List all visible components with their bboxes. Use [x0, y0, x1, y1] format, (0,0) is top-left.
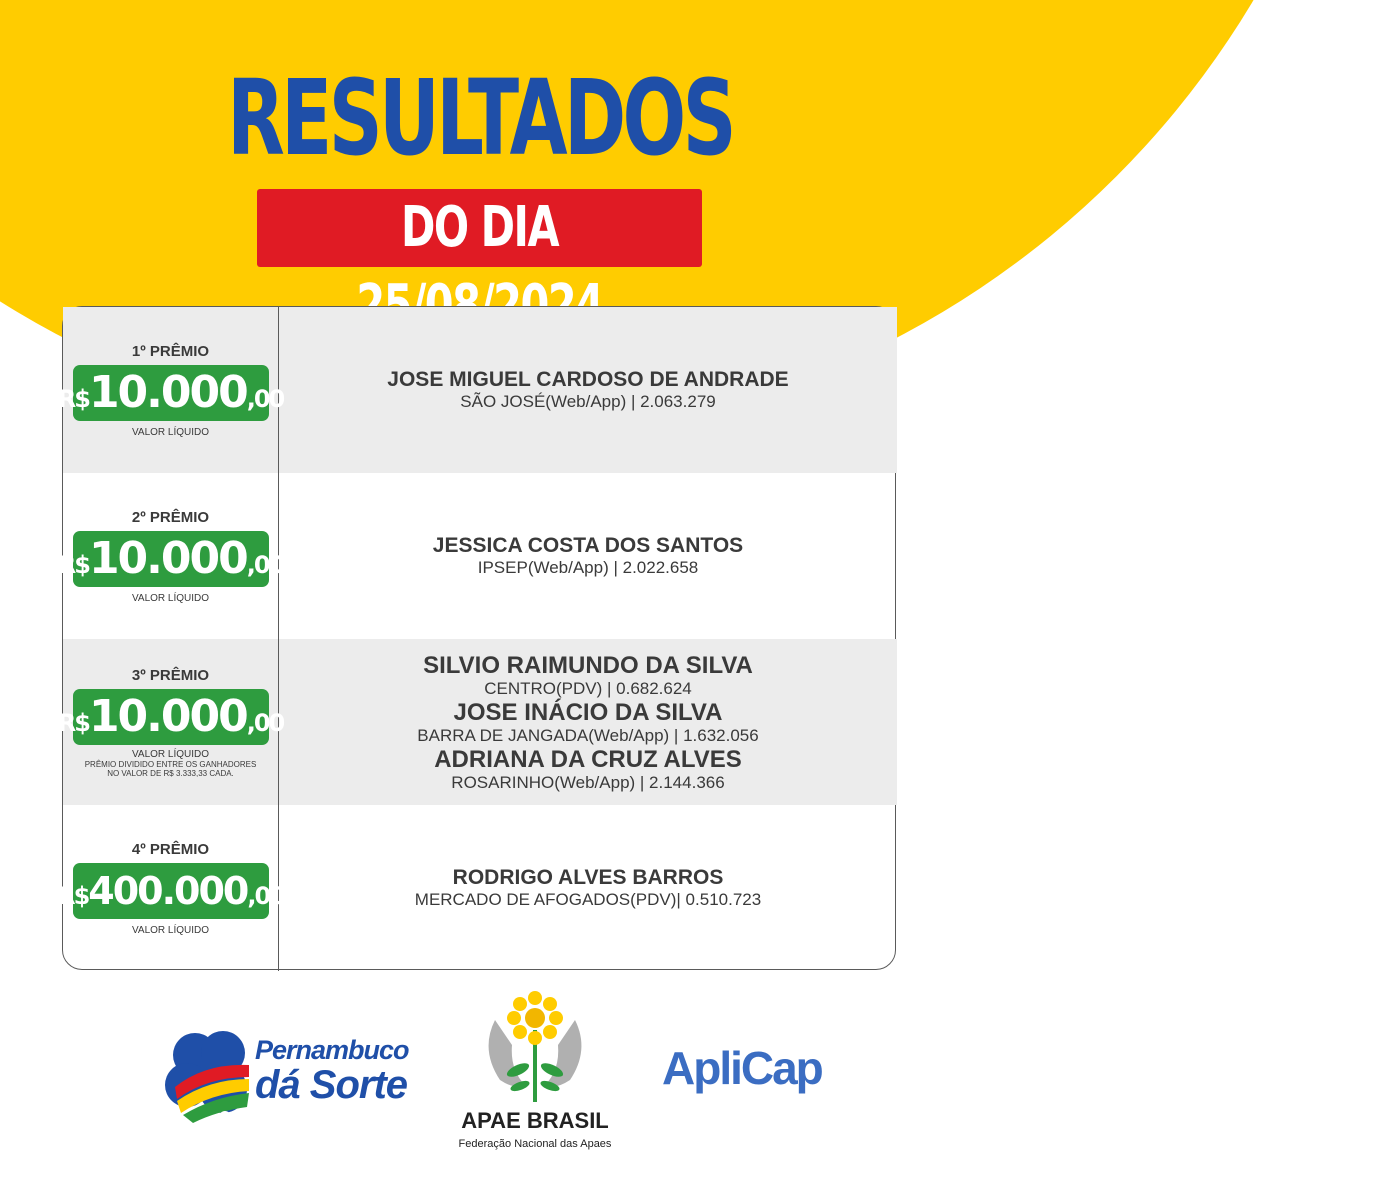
prize-row-3: [57, 639, 897, 805]
winner-name: RODRIGO ALVES BARROS: [452, 866, 724, 889]
prize-row-4: [57, 805, 897, 971]
currency-symbol: R$: [57, 881, 89, 910]
apae-subtitle: Federação Nacional das Apaes: [458, 1138, 612, 1150]
net-value-label: VALOR LÍQUIDO: [131, 426, 210, 438]
winners-cell: [279, 639, 897, 805]
amount-integer: 10.000: [88, 366, 247, 418]
prize-cell: [57, 307, 284, 473]
sponsor-logos: [0, 985, 960, 1185]
winners-cell: [279, 307, 897, 473]
prize-label: 4º PRÊMIO: [131, 840, 210, 858]
winner-detail: IPSEP(Web/App) | 2.022.658: [477, 558, 699, 577]
winner-detail: BARRA DE JANGADA(Web/App) | 1.632.056: [417, 725, 759, 745]
currency-symbol: R$: [57, 550, 89, 579]
flower-hands-icon: [440, 990, 630, 1108]
winner-name: ADRIANA DA CRUZ ALVES: [434, 745, 742, 773]
results-table: [57, 306, 896, 970]
winners-cell: [279, 473, 897, 639]
winner-name: JOSE MIGUEL CARDOSO DE ANDRADE: [387, 368, 789, 391]
winner-detail: MERCADO DE AFOGADOS(PDV)| 0.510.723: [414, 890, 762, 909]
page-title: RESULTADOS: [227, 57, 733, 179]
winner-detail: CENTRO(PDV) | 0.682.624: [484, 678, 692, 698]
prize-label: 2º PRÊMIO: [131, 508, 210, 526]
clover-icon: [165, 1027, 255, 1127]
prize-cell: [57, 805, 284, 971]
amount-integer: 10.000: [88, 690, 247, 742]
amount-cents: ,00: [246, 550, 284, 579]
prize-row-2: [57, 473, 897, 639]
winner-name: JESSICA COSTA DOS SANTOS: [432, 534, 744, 557]
pernambuco-text: [255, 1035, 409, 1105]
winners-cell: [279, 805, 897, 971]
currency-symbol: R$: [57, 384, 89, 413]
date-banner: [257, 189, 702, 267]
apae-brasil-logo: [440, 990, 630, 1170]
amount-integer: 10.000: [88, 532, 247, 584]
amount-cents: ,00: [246, 384, 284, 413]
prize-row-1: [57, 307, 897, 473]
prize-amount-badge: [57, 365, 284, 421]
winner-detail: ROSARINHO(Web/App) | 2.144.366: [451, 772, 725, 792]
prize-amount-badge: [57, 863, 284, 919]
date-text: DO DIA: [400, 195, 559, 260]
pernambuco-da-sorte-logo: [165, 1027, 415, 1127]
currency-symbol: R$: [57, 708, 89, 737]
amount-cents: ,00: [247, 881, 284, 910]
aplicap-logo: ApliCap: [662, 1042, 822, 1094]
pernambuco-line-1: Pernambuco: [255, 1035, 409, 1065]
prize-amount-badge: [57, 531, 284, 587]
net-value-label: VALOR LÍQUIDO: [131, 924, 210, 936]
prize-cell: [57, 639, 284, 805]
winner-name: JOSE INÁCIO DA SILVA: [453, 698, 723, 726]
split-note-line-2: NO VALOR DE R$ 3.333,33 CADA.: [107, 768, 234, 778]
amount-cents: ,00: [246, 708, 284, 737]
prize-label: 3º PRÊMIO: [131, 666, 210, 684]
prize-label: 1º PRÊMIO: [131, 342, 210, 360]
split-note-line-1: PRÊMIO DIVIDIDO ENTRE OS GANHADORES: [84, 759, 257, 769]
amount-integer: 400.000: [88, 868, 248, 913]
net-value-label: VALOR LÍQUIDO: [131, 748, 210, 760]
net-value-label: VALOR LÍQUIDO: [131, 592, 210, 604]
prize-amount-badge: [57, 689, 284, 745]
prize-cell: [57, 473, 284, 639]
pernambuco-line-2: dá Sorte: [255, 1063, 408, 1107]
winner-name: SILVIO RAIMUNDO DA SILVA: [423, 651, 753, 679]
winner-detail: SÃO JOSÉ(Web/App) | 2.063.279: [460, 392, 716, 411]
apae-name: APAE BRASIL: [461, 1108, 609, 1133]
